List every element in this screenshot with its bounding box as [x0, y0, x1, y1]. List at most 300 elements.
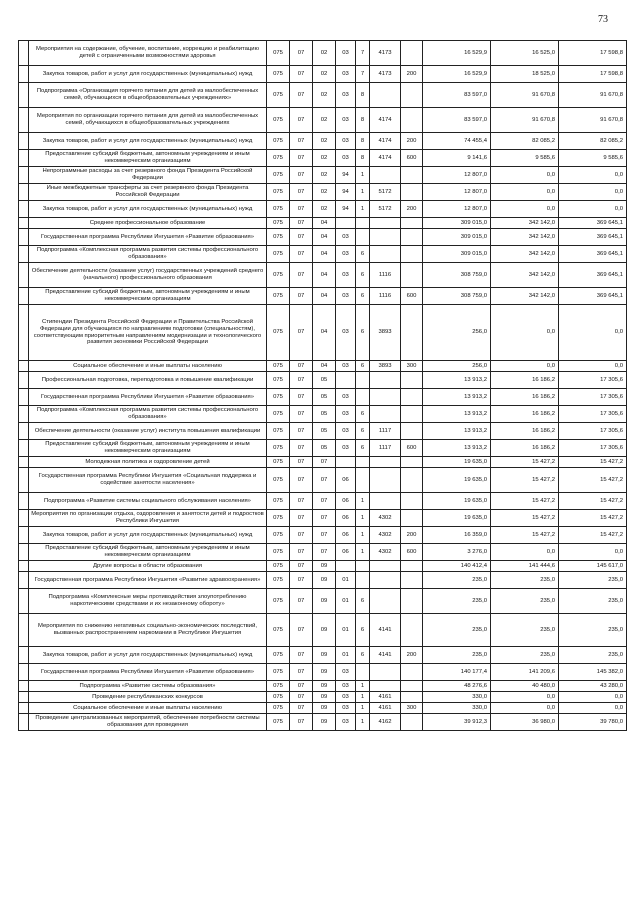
code-section: 07	[290, 527, 313, 544]
amount-year-3: 0,0	[559, 692, 627, 703]
amount-year-1: 309 015,0	[423, 246, 491, 263]
amount-year-1: 308 759,0	[423, 263, 491, 288]
amount-year-3: 43 280,0	[559, 681, 627, 692]
page-number: 73	[598, 14, 608, 25]
table-row	[19, 589, 627, 614]
code-expense-type	[401, 83, 423, 108]
code-subsection: 09	[313, 681, 336, 692]
amount-year-1: 309 015,0	[423, 229, 491, 246]
table-row	[19, 133, 627, 150]
blank-cell	[19, 108, 29, 133]
amount-year-1: 12 807,0	[423, 201, 491, 218]
code-expense-type	[401, 681, 423, 692]
code-subprogram: 1	[356, 703, 370, 714]
code-subprogram: 1	[356, 714, 370, 731]
code-admin: 075	[267, 527, 290, 544]
amount-year-2: 16 186,2	[491, 406, 559, 423]
amount-year-2: 0,0	[491, 305, 559, 361]
code-program: 03	[336, 681, 356, 692]
code-subsection: 05	[313, 389, 336, 406]
amount-year-2: 235,0	[491, 647, 559, 664]
amount-year-2: 16 186,2	[491, 440, 559, 457]
blank-cell	[19, 647, 29, 664]
code-target	[370, 389, 401, 406]
code-admin: 075	[267, 167, 290, 184]
code-subprogram	[356, 229, 370, 246]
code-subsection: 04	[313, 288, 336, 305]
code-expense-type	[401, 184, 423, 201]
code-target: 5172	[370, 201, 401, 218]
code-expense-type	[401, 423, 423, 440]
code-target	[370, 572, 401, 589]
code-section: 07	[290, 305, 313, 361]
row-name: Профессиональная подготовка, переподготовка и повышение квалификации	[29, 372, 267, 389]
code-program: 03	[336, 361, 356, 372]
amount-year-2: 0,0	[491, 201, 559, 218]
code-subsection: 05	[313, 406, 336, 423]
code-target: 4302	[370, 527, 401, 544]
blank-cell	[19, 372, 29, 389]
amount-year-2: 82 085,2	[491, 133, 559, 150]
blank-cell	[19, 457, 29, 468]
amount-year-2: 16 525,0	[491, 41, 559, 66]
code-expense-type	[401, 41, 423, 66]
code-admin: 075	[267, 218, 290, 229]
amount-year-3: 0,0	[559, 305, 627, 361]
code-admin: 075	[267, 372, 290, 389]
code-section: 07	[290, 572, 313, 589]
amount-year-1: 13 913,2	[423, 372, 491, 389]
code-expense-type	[401, 664, 423, 681]
code-subprogram: 6	[356, 361, 370, 372]
code-expense-type	[401, 108, 423, 133]
amount-year-1: 235,0	[423, 614, 491, 647]
code-admin: 075	[267, 305, 290, 361]
amount-year-2: 91 670,8	[491, 108, 559, 133]
amount-year-3: 17 598,8	[559, 41, 627, 66]
row-name: Молодежная политика и оздоровление детей	[29, 457, 267, 468]
row-name: Обеспечение деятельности (оказание услуг) института повышения квалификации	[29, 423, 267, 440]
code-admin: 075	[267, 457, 290, 468]
code-admin: 075	[267, 423, 290, 440]
code-subsection: 04	[313, 229, 336, 246]
amount-year-1: 83 597,0	[423, 83, 491, 108]
code-target	[370, 468, 401, 493]
code-subprogram: 8	[356, 133, 370, 150]
code-program: 01	[336, 614, 356, 647]
table-row	[19, 108, 627, 133]
code-program	[336, 372, 356, 389]
blank-cell	[19, 389, 29, 406]
code-target: 4162	[370, 714, 401, 731]
code-expense-type	[401, 572, 423, 589]
code-expense-type: 300	[401, 361, 423, 372]
table-row	[19, 246, 627, 263]
table-body	[19, 41, 627, 731]
code-section: 07	[290, 246, 313, 263]
amount-year-2: 15 427,2	[491, 457, 559, 468]
code-expense-type	[401, 305, 423, 361]
code-section: 07	[290, 589, 313, 614]
code-section: 07	[290, 389, 313, 406]
table-row	[19, 692, 627, 703]
table-row	[19, 305, 627, 361]
code-subprogram: 1	[356, 201, 370, 218]
code-admin: 075	[267, 614, 290, 647]
code-expense-type	[401, 561, 423, 572]
blank-cell	[19, 572, 29, 589]
amount-year-1: 39 912,3	[423, 714, 491, 731]
amount-year-1: 235,0	[423, 589, 491, 614]
code-subprogram: 7	[356, 41, 370, 66]
code-expense-type: 600	[401, 440, 423, 457]
code-subprogram	[356, 372, 370, 389]
code-admin: 075	[267, 544, 290, 561]
row-name: Мероприятия по снижению негативных социально-экономических последствий, вызванных распространением наркомании в Республике Ингушетия	[29, 614, 267, 647]
code-section: 07	[290, 229, 313, 246]
code-target	[370, 457, 401, 468]
code-expense-type	[401, 589, 423, 614]
row-name: Закупка товаров, работ и услуг для государственных (муниципальных) нужд	[29, 647, 267, 664]
code-expense-type: 600	[401, 150, 423, 167]
blank-cell	[19, 614, 29, 647]
code-subsection: 09	[313, 714, 336, 731]
code-program: 06	[336, 510, 356, 527]
table-row	[19, 440, 627, 457]
amount-year-3: 369 645,1	[559, 263, 627, 288]
amount-year-2: 40 480,0	[491, 681, 559, 692]
code-program: 03	[336, 288, 356, 305]
code-subsection: 07	[313, 544, 336, 561]
code-subsection: 09	[313, 692, 336, 703]
amount-year-1: 235,0	[423, 647, 491, 664]
code-subsection: 04	[313, 246, 336, 263]
amount-year-1: 140 412,4	[423, 561, 491, 572]
code-admin: 075	[267, 510, 290, 527]
amount-year-3: 15 427,2	[559, 510, 627, 527]
amount-year-2: 16 186,2	[491, 372, 559, 389]
amount-year-1: 308 759,0	[423, 288, 491, 305]
amount-year-2: 15 427,2	[491, 468, 559, 493]
row-name: Мероприятия по организации горячего питания для детей из малообеспеченных семей, обучающихся в общеобразовательных учреждениях	[29, 108, 267, 133]
amount-year-1: 12 807,0	[423, 167, 491, 184]
row-name: Закупка товаров, работ и услуг для государственных (муниципальных) нужд	[29, 66, 267, 83]
code-subsection: 02	[313, 66, 336, 83]
amount-year-3: 17 305,6	[559, 372, 627, 389]
code-section: 07	[290, 714, 313, 731]
table-row	[19, 66, 627, 83]
code-admin: 075	[267, 201, 290, 218]
code-target	[370, 561, 401, 572]
table-row	[19, 714, 627, 731]
amount-year-2: 235,0	[491, 572, 559, 589]
row-name: Мероприятия по организации отдыха, оздоровления и занятости детей и подростков Республики Ингушетия	[29, 510, 267, 527]
blank-cell	[19, 527, 29, 544]
code-admin: 075	[267, 468, 290, 493]
code-target	[370, 229, 401, 246]
table-row	[19, 150, 627, 167]
code-subsection: 09	[313, 614, 336, 647]
code-section: 07	[290, 544, 313, 561]
amount-year-3: 15 427,2	[559, 468, 627, 493]
code-subprogram: 8	[356, 108, 370, 133]
code-section: 07	[290, 41, 313, 66]
code-program: 03	[336, 83, 356, 108]
amount-year-2: 0,0	[491, 184, 559, 201]
amount-year-2: 15 427,2	[491, 527, 559, 544]
amount-year-1: 9 141,6	[423, 150, 491, 167]
code-expense-type: 600	[401, 288, 423, 305]
amount-year-1: 309 015,0	[423, 218, 491, 229]
amount-year-3: 39 780,0	[559, 714, 627, 731]
blank-cell	[19, 406, 29, 423]
table-row	[19, 167, 627, 184]
table-row	[19, 664, 627, 681]
code-section: 07	[290, 510, 313, 527]
amount-year-2: 9 585,6	[491, 150, 559, 167]
blank-cell	[19, 664, 29, 681]
amount-year-2: 15 427,2	[491, 510, 559, 527]
code-section: 07	[290, 468, 313, 493]
row-name: Подпрограмма «Комплексные меры противодействия злоупотреблению наркотическими средствами и их незаконному обороту»	[29, 589, 267, 614]
blank-cell	[19, 201, 29, 218]
blank-cell	[19, 218, 29, 229]
table-row	[19, 288, 627, 305]
code-admin: 075	[267, 184, 290, 201]
code-subprogram: 1	[356, 692, 370, 703]
code-target: 4141	[370, 647, 401, 664]
table-row	[19, 681, 627, 692]
row-name: Среднее профессиональное образование	[29, 218, 267, 229]
table-row	[19, 361, 627, 372]
amount-year-3: 91 670,8	[559, 108, 627, 133]
table-row	[19, 647, 627, 664]
amount-year-2: 16 186,2	[491, 423, 559, 440]
code-program	[336, 218, 356, 229]
table-row	[19, 389, 627, 406]
code-subsection: 04	[313, 361, 336, 372]
code-admin: 075	[267, 493, 290, 510]
code-subprogram: 6	[356, 305, 370, 361]
amount-year-1: 19 635,0	[423, 468, 491, 493]
row-name: Закупка товаров, работ и услуг для государственных (муниципальных) нужд	[29, 201, 267, 218]
code-target: 1116	[370, 288, 401, 305]
code-expense-type	[401, 614, 423, 647]
amount-year-3: 15 427,2	[559, 493, 627, 510]
amount-year-1: 48 276,6	[423, 681, 491, 692]
amount-year-3: 235,0	[559, 614, 627, 647]
code-subsection: 02	[313, 108, 336, 133]
code-subsection: 04	[313, 263, 336, 288]
code-admin: 075	[267, 561, 290, 572]
table-row	[19, 468, 627, 493]
blank-cell	[19, 246, 29, 263]
amount-year-1: 16 529,9	[423, 41, 491, 66]
budget-table	[18, 40, 627, 731]
blank-cell	[19, 468, 29, 493]
row-name: Проведение централизованных мероприятий, обеспечение потребности системы образования для проведения	[29, 714, 267, 731]
code-section: 07	[290, 288, 313, 305]
amount-year-3: 0,0	[559, 703, 627, 714]
code-program: 94	[336, 184, 356, 201]
blank-cell	[19, 493, 29, 510]
code-program: 01	[336, 572, 356, 589]
code-admin: 075	[267, 589, 290, 614]
code-subsection: 09	[313, 589, 336, 614]
code-expense-type	[401, 714, 423, 731]
amount-year-3: 145 617,0	[559, 561, 627, 572]
table-row	[19, 572, 627, 589]
blank-cell	[19, 510, 29, 527]
code-section: 07	[290, 218, 313, 229]
amount-year-1: 256,0	[423, 305, 491, 361]
code-program: 03	[336, 263, 356, 288]
row-name: Предоставление субсидий бюджетным, автономным учреждениям и иным некоммерческим организациям	[29, 440, 267, 457]
amount-year-1: 74 455,4	[423, 133, 491, 150]
code-program: 01	[336, 647, 356, 664]
amount-year-1: 13 913,2	[423, 423, 491, 440]
code-subprogram: 1	[356, 167, 370, 184]
row-name: Государственная программа Республики Ингушетия «Развитие здравоохранения»	[29, 572, 267, 589]
code-program: 03	[336, 406, 356, 423]
amount-year-1: 16 359,0	[423, 527, 491, 544]
code-subsection: 05	[313, 372, 336, 389]
row-name: Обеспечение деятельности (оказание услуг) государственных учреждений среднего (начального) профессионального образования	[29, 263, 267, 288]
code-target: 1116	[370, 263, 401, 288]
code-section: 07	[290, 664, 313, 681]
amount-year-1: 16 529,9	[423, 66, 491, 83]
code-admin: 075	[267, 572, 290, 589]
amount-year-2: 0,0	[491, 544, 559, 561]
blank-cell	[19, 263, 29, 288]
code-program: 03	[336, 133, 356, 150]
amount-year-3: 369 645,1	[559, 229, 627, 246]
code-subprogram: 1	[356, 184, 370, 201]
amount-year-3: 369 645,1	[559, 288, 627, 305]
code-admin: 075	[267, 263, 290, 288]
amount-year-3: 15 427,2	[559, 457, 627, 468]
code-program: 03	[336, 423, 356, 440]
code-expense-type: 200	[401, 647, 423, 664]
row-name: Проведение республиканских конкурсов	[29, 692, 267, 703]
blank-cell	[19, 681, 29, 692]
table-row	[19, 229, 627, 246]
blank-cell	[19, 184, 29, 201]
row-name: Непрограммные расходы за счет резервного фонда Президента Российской Федерации	[29, 167, 267, 184]
code-subprogram: 8	[356, 150, 370, 167]
table-row	[19, 218, 627, 229]
table-row	[19, 423, 627, 440]
code-program: 01	[336, 589, 356, 614]
amount-year-2: 342 142,0	[491, 229, 559, 246]
code-target: 3893	[370, 305, 401, 361]
amount-year-2: 0,0	[491, 703, 559, 714]
amount-year-2: 0,0	[491, 361, 559, 372]
code-program: 03	[336, 440, 356, 457]
code-expense-type: 600	[401, 544, 423, 561]
code-section: 07	[290, 361, 313, 372]
code-section: 07	[290, 167, 313, 184]
amount-year-2: 342 142,0	[491, 288, 559, 305]
code-section: 07	[290, 692, 313, 703]
table-row	[19, 527, 627, 544]
row-name: Государственная программа Республики Ингушетия «Социальная поддержка и содействие занятости населения»	[29, 468, 267, 493]
amount-year-1: 19 635,0	[423, 493, 491, 510]
amount-year-3: 17 598,8	[559, 66, 627, 83]
code-section: 07	[290, 201, 313, 218]
code-expense-type	[401, 692, 423, 703]
code-target: 1117	[370, 440, 401, 457]
code-target	[370, 493, 401, 510]
code-subsection: 09	[313, 561, 336, 572]
code-subsection: 02	[313, 150, 336, 167]
table-row	[19, 83, 627, 108]
code-section: 07	[290, 703, 313, 714]
code-target: 4174	[370, 108, 401, 133]
table-row	[19, 703, 627, 714]
code-program: 06	[336, 493, 356, 510]
blank-cell	[19, 66, 29, 83]
row-name: Подпрограмма «Организация горячего питания для детей из малообеспеченных семей, обучающихся в общеобразовательных учреждениях»	[29, 83, 267, 108]
code-subprogram: 1	[356, 544, 370, 561]
amount-year-3: 0,0	[559, 201, 627, 218]
code-section: 07	[290, 561, 313, 572]
amount-year-3: 0,0	[559, 167, 627, 184]
amount-year-1: 235,0	[423, 572, 491, 589]
code-target: 4174	[370, 133, 401, 150]
row-name: Закупка товаров, работ и услуг для государственных (муниципальных) нужд	[29, 527, 267, 544]
code-subsection: 05	[313, 423, 336, 440]
row-name: Подпрограмма «Развитие системы образования»	[29, 681, 267, 692]
code-section: 07	[290, 372, 313, 389]
code-target: 4161	[370, 703, 401, 714]
code-admin: 075	[267, 361, 290, 372]
code-subprogram: 8	[356, 83, 370, 108]
code-section: 07	[290, 150, 313, 167]
amount-year-2: 235,0	[491, 589, 559, 614]
code-subprogram	[356, 561, 370, 572]
code-section: 07	[290, 614, 313, 647]
blank-cell	[19, 288, 29, 305]
code-program: 94	[336, 167, 356, 184]
amount-year-3: 235,0	[559, 647, 627, 664]
code-expense-type	[401, 218, 423, 229]
amount-year-2: 342 142,0	[491, 263, 559, 288]
table-row	[19, 41, 627, 66]
amount-year-3: 9 585,6	[559, 150, 627, 167]
code-expense-type: 200	[401, 133, 423, 150]
amount-year-1: 330,0	[423, 692, 491, 703]
code-program: 03	[336, 66, 356, 83]
code-program: 03	[336, 305, 356, 361]
code-subprogram	[356, 389, 370, 406]
row-name: Предоставление субсидий бюджетным, автономным учреждениям и иным некоммерческим организациям	[29, 150, 267, 167]
code-admin: 075	[267, 83, 290, 108]
code-subsection: 09	[313, 647, 336, 664]
code-subsection: 02	[313, 83, 336, 108]
code-subsection: 04	[313, 305, 336, 361]
blank-cell	[19, 561, 29, 572]
amount-year-2: 141 209,6	[491, 664, 559, 681]
code-expense-type	[401, 246, 423, 263]
amount-year-1: 13 913,2	[423, 406, 491, 423]
code-admin: 075	[267, 692, 290, 703]
code-section: 07	[290, 406, 313, 423]
table-row	[19, 544, 627, 561]
blank-cell	[19, 229, 29, 246]
code-admin: 075	[267, 246, 290, 263]
code-section: 07	[290, 83, 313, 108]
